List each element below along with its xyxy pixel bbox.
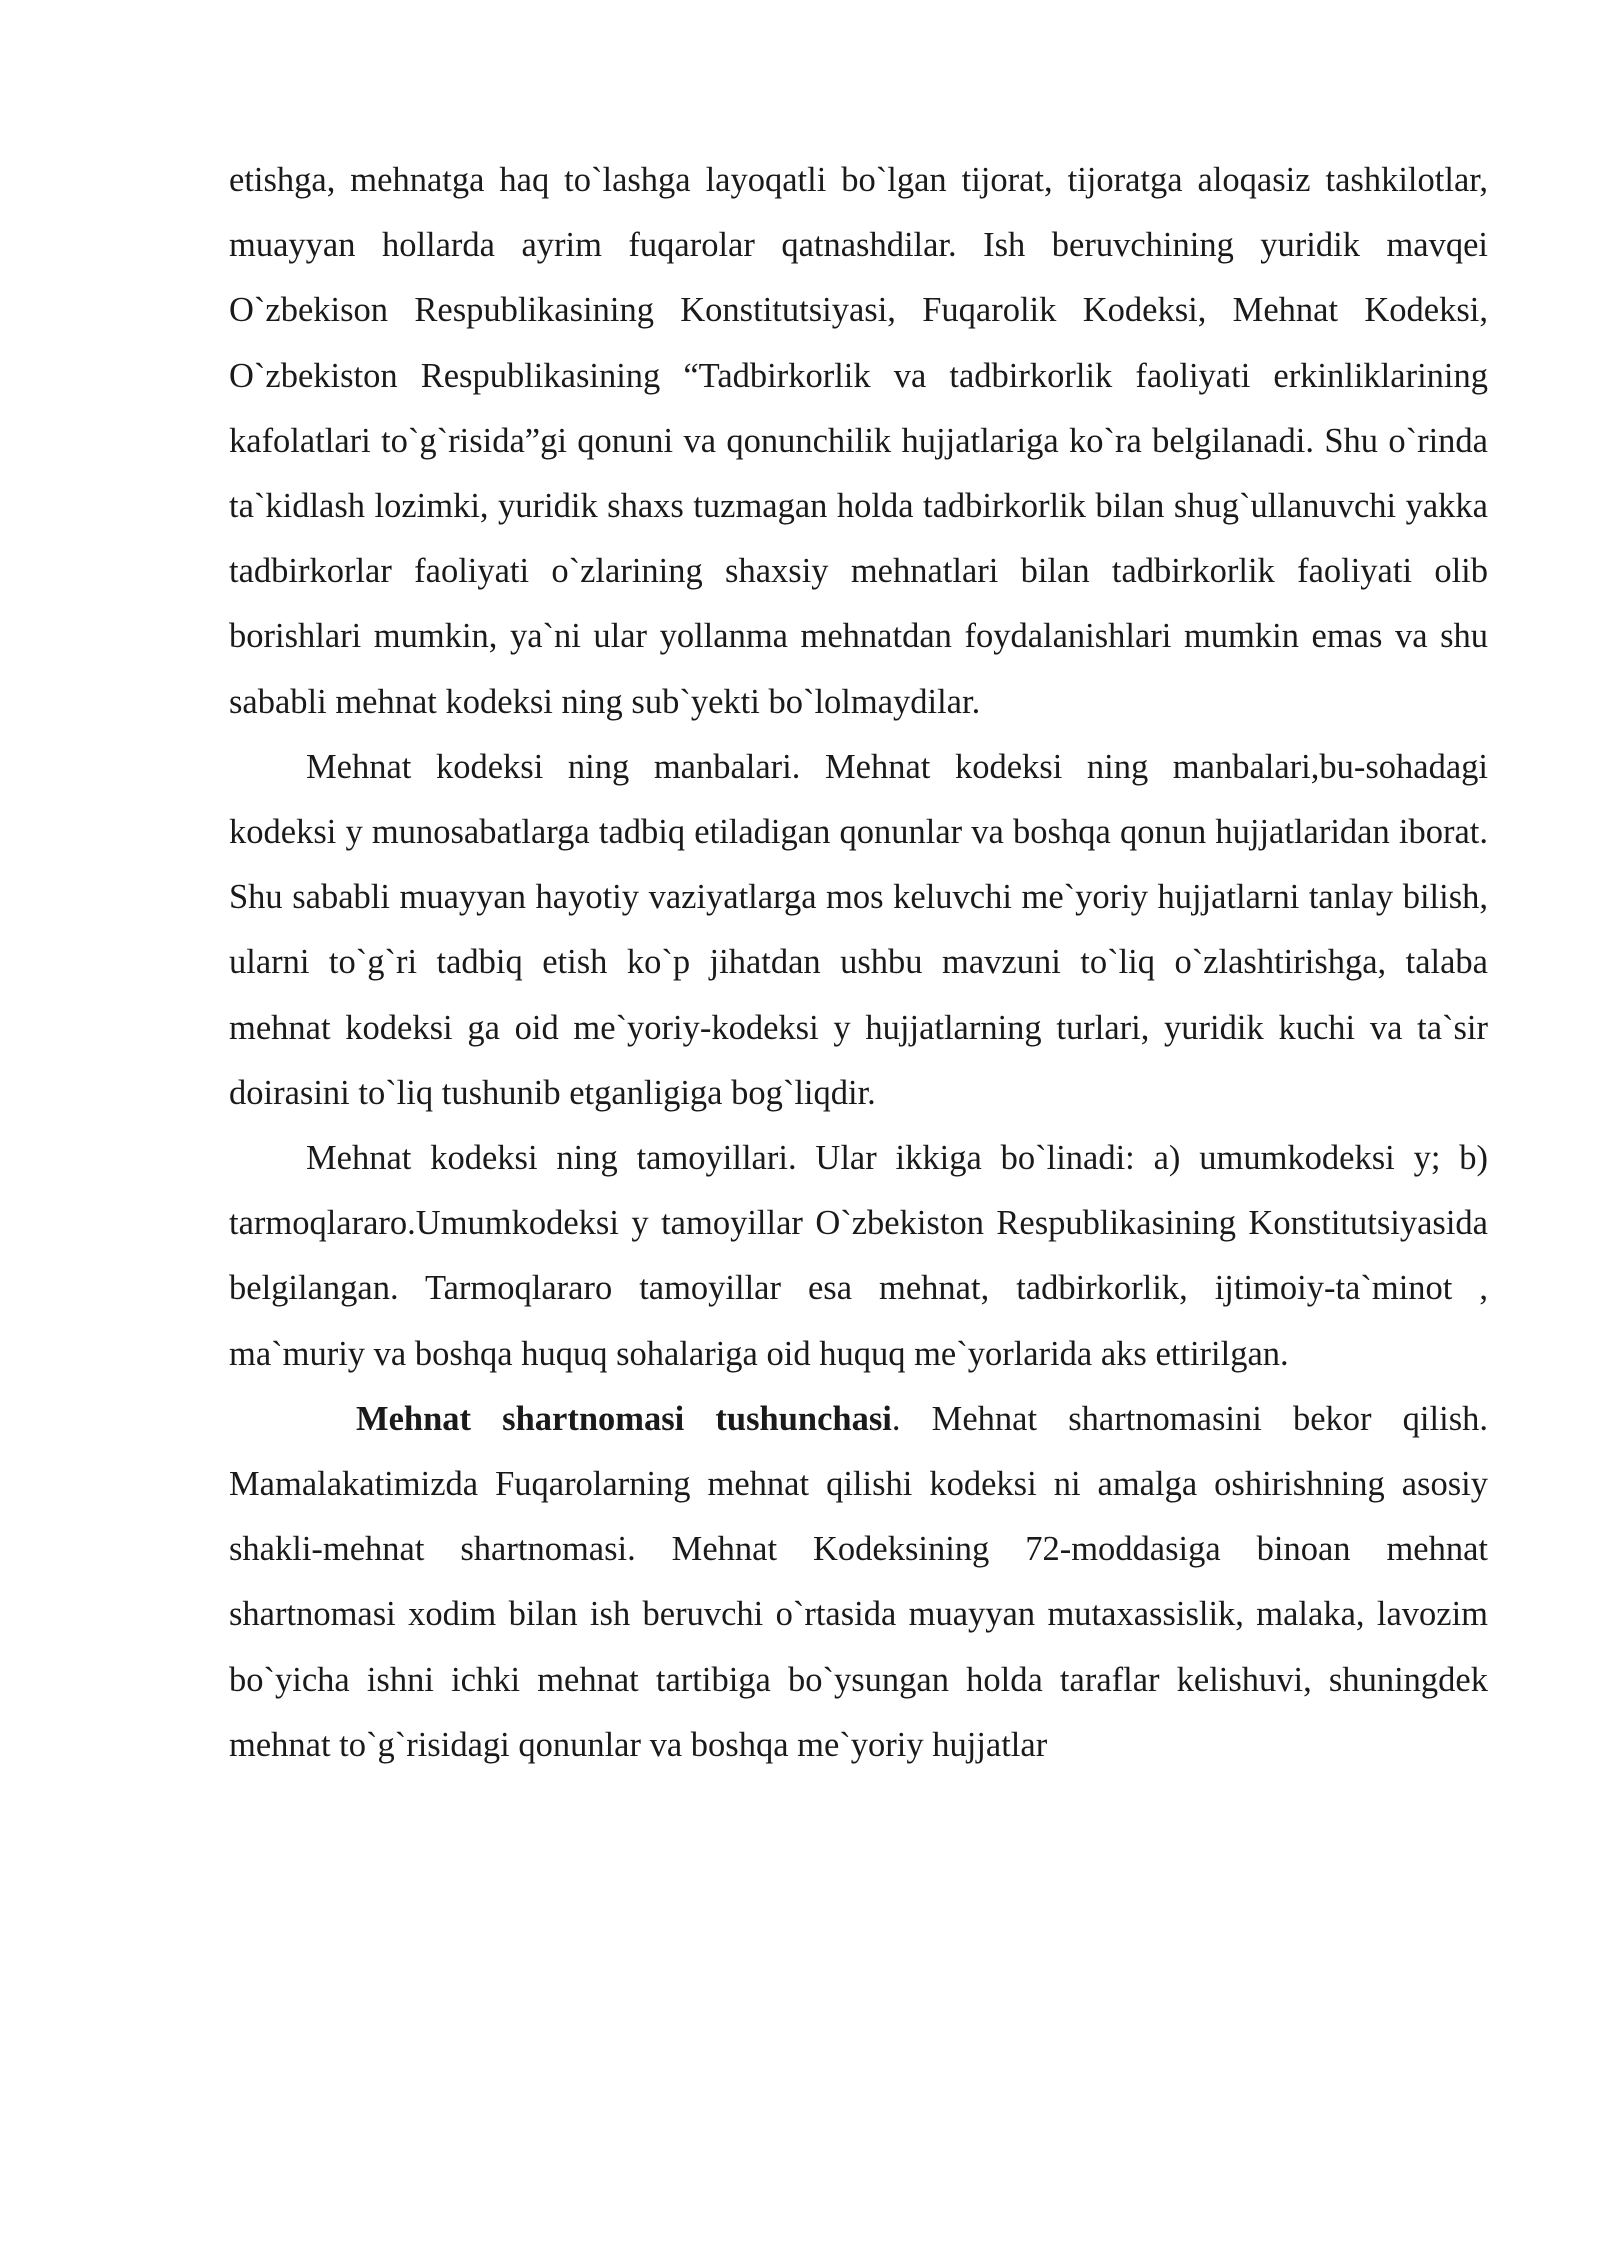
paragraph-labor-contract-text: . Mehnat shartnomasini bekor qilish. Mamalakatimizda Fuqarolarning mehnat qilishi kodeksi ni amalga oshirishning asosiy shakli-mehnat shartnomasi. Mehnat Kodeksining 72-moddasiga binoan mehnat shartnomasi xodim bilan ish beruvchi o`rtasida muayyan mutaxassislik, malaka, lavozim bo`yicha ishni ichki mehnat tartibiga bo`ysungan holda taraflar kelishuvi, shuningdek mehnat to`g`risidagi qonunlar va boshqa me`yoriy hujjatlar (229, 1399, 1488, 1764)
section-heading-labor-contract-concept: Mehnat shartnomasi tushunchasi (356, 1399, 892, 1438)
paragraph-employer-status: etishga, mehnatga haq to`lashga layoqatli bo`lgan tijorat, tijoratga aloqasiz tashkilotlar, muayyan hollarda ayrim fuqarolar qatnashdilar. Ish beruvchining yuridik mavqei O`zbekison Respublikasining Konstitutsiyasi, Fuqarolik Kodeksi, Mehnat Kodeksi, O`zbekiston Respublikasining “Tadbirkorlik va tadbirkorlik faoliyati erkinliklarining kafolatlari to`g`risida”gi qonuni va qonunchilik hujjatlariga ko`ra belgilanadi. Shu o`rinda ta`kidlash lozimki, yuridik shaxs tuzmagan holda tadbirkorlik bilan shug`ullanuvchi yakka tadbirkorlar faoliyati o`zlarining shaxsiy mehnatlari bilan tadbirkorlik faoliyati olib borishlari mumkin, ya`ni ular yollanma mehnatdan foydalanishlari mumkin emas va shu sababli mehnat kodeksi ning sub`yekti bo`lolmaydilar. (229, 161, 1488, 721)
paragraph-labor-code-principles: Mehnat kodeksi ning tamoyillari. Ular ikkiga bo`linadi: a) umumkodeksi y; b) tarmoqlararo.Umumkodeksi y tamoyillar O`zbekiston Respublikasining Konstitutsiyasida belgilangan. Tarmoqlararo tamoyillar esa mehnat, tadbirkorlik, ijtimoiy-ta`minot , ma`muriy va boshqa huquq sohalariga oid huquq me`yorlarida aks ettirilgan. (229, 1139, 1488, 1373)
paragraph-labor-code-sources: Mehnat kodeksi ning manbalari. Mehnat kodeksi ning manbalari,bu-sohadagi kodeksi y munosabatlarga tadbiq etiladigan qonunlar va boshqa qonun hujjatlaridan iborat. Shu sababli muayyan hayotiy vaziyatlarga mos keluvchi me`yoriy hujjatlarni tanlay bilish, ularni to`g`ri tadbiq etish ko`p jihatdan ushbu mavzuni to`liq o`zlashtirishga, talaba mehnat kodeksi ga oid me`yoriy-kodeksi y hujjatlarning turlari, yuridik kuchi va ta`sir doirasini to`liq tushunib etganligiga bog`liqdir. (229, 747, 1488, 1112)
document-body (229, 148, 1488, 1778)
paragraph-labor-contract (229, 1387, 1488, 1778)
